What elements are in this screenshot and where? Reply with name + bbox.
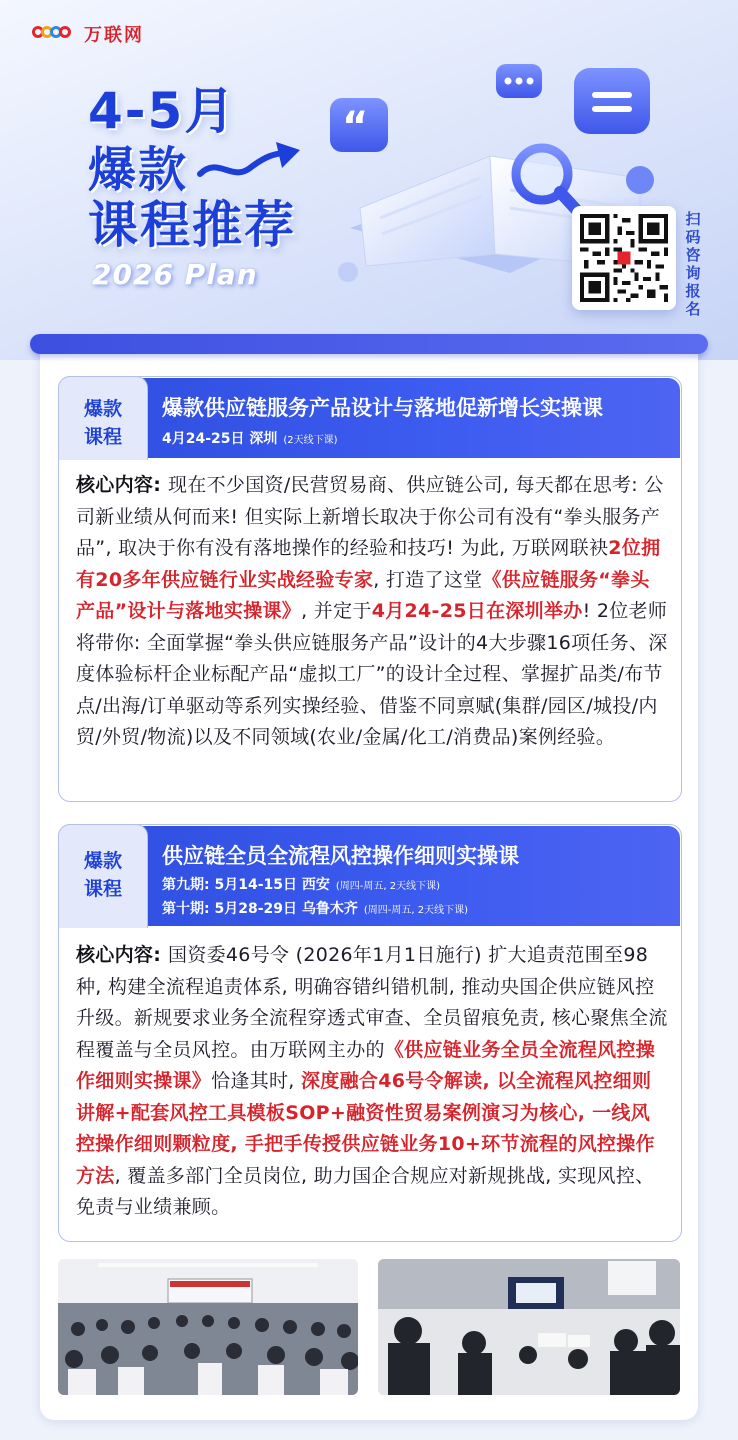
menu-bubble-icon: [574, 68, 650, 134]
hero-line-1: 4-5月: [88, 82, 237, 140]
hero-plan: 2026 Plan: [92, 258, 258, 291]
brand-name: 万联网: [84, 25, 144, 46]
brand-logo[interactable]: [32, 20, 144, 48]
course-2-session-9: 第九期: 5月14-15日 西安 (周四-周五, 2天线下课): [162, 877, 441, 893]
course-1-tag: 爆款 课程: [58, 376, 148, 460]
course-1-session: 4月24-25日 深圳 (2天线下课): [162, 431, 338, 447]
arrow-icon: [196, 138, 306, 188]
course-1-title: 爆款供应链服务产品设计与落地促新增长实操课: [162, 396, 603, 420]
course-1-header: [92, 378, 680, 458]
qr-code-icon: [580, 214, 668, 302]
hero-banner: [0, 0, 738, 360]
header-bar: [30, 334, 708, 354]
course-2-description: 核心内容: 国资委46号令 (2026年1月1日施行) 扩大追责范围至98种, 构建全流程追责体系, 明确容错纠错机制, 推动央国企供应链风控升级。新规要求业务全流程穿透式审查、全员留痕免责, 核心聚焦全流程覆盖与全员风控。由万联网主办的《供应链业务全员全流程风控操作细则实操课》恰逢其时, 深度融合46号令解读, 以全流程风控细则讲解+配套风控工具模板SOP+融资性贸易案例演习为核心, 一线风控操作细则颗粒度, 手把手传授供应链业务10+环节流程的风控操作方法, 覆盖多部门全员岗位, 助力国企合规应对新规挑战, 实现风控、免责与业绩兼顾。: [76, 944, 668, 1218]
qr-code-card[interactable]: [572, 206, 676, 310]
quote-bubble-icon: [330, 98, 388, 152]
course-2-session-10: 第十期: 5月28-29日 乌鲁木齐 (周四-周五, 2天线下课): [162, 901, 469, 917]
course-2-header: [92, 826, 680, 926]
course-1-description: 核心内容: 现在不少国资/民营贸易商、供应链公司, 每天都在思考: 公司新业绩从何而来! 但实际上新增长取决于你公司有没有“拳头服务产品”, 取决于你有没有落地操作的经验和技巧! 为此, 万联网联袂2位拥有20多年供应链行业实战经验专家, 打造了这堂《供应链服务“拳头产品”设计与落地实操课》, 并定于4月24-25日在深圳举办! 2位老师将带你: 全面掌握“拳头供应链服务产品”设计的4大步骤16项任务、深度体验标杆企业标配产品“虚拟工厂”的设计全过程、掌握扩品类/布节点/出海/订单驱动等系列实操经验、借鉴不同禀赋(集群/园区/城投/内贸/外贸/物流)以及不同领域(农业/金属/化工/消费品)案例经验。: [76, 474, 668, 748]
hero-line-2: 爆款: [88, 142, 189, 198]
course-2-tag: 爆款 课程: [58, 824, 148, 928]
classroom-photo-2: [378, 1259, 680, 1395]
scan-to-register-label: 扫码咨询报名: [685, 210, 701, 318]
hero-line-3: 课程推荐: [88, 196, 296, 254]
logo-rings-icon: [32, 20, 78, 48]
course-2-title: 供应链全员全流程风控操作细则实操课: [162, 844, 519, 868]
chat-dots-icon: [496, 64, 542, 98]
classroom-photo-1: [58, 1259, 358, 1395]
svg-text:“: “: [342, 104, 369, 150]
